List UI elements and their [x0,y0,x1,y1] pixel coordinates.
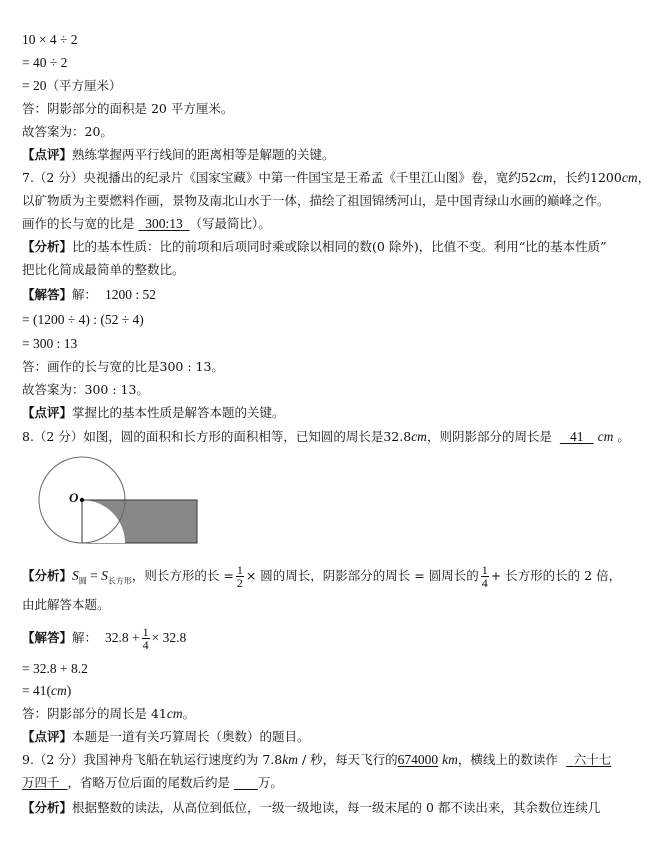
q7-comment-tag: 【点评】 [22,405,73,420]
q9-text-2c: 万。 [257,775,283,790]
comment-text: 熟练掌握两平行线间的距离相等是解题的关键。 [72,147,335,162]
q8-solution-3 [22,683,71,699]
q9-unit: km [282,752,298,767]
q8-solution-text: 解： [72,630,98,645]
q8-analysis-c: + 长方形的长的 2 倍， [490,568,622,583]
q8-unit-2: cm [597,429,614,444]
q8-answer-a: 答：阴影部分的周长是 41 [22,706,167,721]
q7-answer-blank [139,216,190,231]
q7-answer-line: 答：画作的长与宽的比是300 : 13。 [22,359,224,374]
q8-solution-1 [22,626,186,651]
q9-answer-a: 六十七 [573,752,612,767]
q8-solution-tag: 【解答】 [22,630,73,645]
q7-analysis-text: 比的基本性质：比的前项和后项同时乘或除以相同的数(0 除外)，比值不变。利用“比的基本性质” [72,239,607,254]
q8-analysis-1 [22,564,621,590]
frac1-den: 2 [236,576,243,590]
q8-comment [22,729,310,745]
q8-unit: cm [411,429,427,444]
q8-analysis-tag: 【分析】 [22,568,73,583]
q7-solution-1 [22,287,156,303]
q9-analysis-1 [22,800,600,816]
q8-text-c: 。 [617,429,630,444]
q9-unit-2: km [442,752,458,767]
q7-solution-2: = (1200 ÷ 4) : (52 ÷ 4) [22,312,144,327]
q7-comment [22,405,285,421]
q8-solution-3b: ) [66,683,72,698]
q8-answer: 41 [570,429,584,444]
comment-line [22,147,335,163]
q9-answer-blank-1 [566,752,611,767]
q8-answer-blank [560,429,594,444]
frac1-num: 1 [236,563,243,577]
q9-text-c: ，横线上的数读作 [457,752,558,767]
q7-analysis-tag: 【分析】 [22,239,73,254]
q7-final: 故答案为：300 : 13。 [22,382,149,397]
fraction-half [236,564,244,589]
q8-answer-unit: cm [166,706,183,721]
circle-rectangle-figure [38,462,203,550]
q8-solution-expr-b: × 32.8 [151,630,187,645]
q8-s2: S [101,568,108,583]
q8-analysis-b: × 圆的周长，阴影部分的周长 = 圆周长的 [245,568,479,583]
q7-text-3a: 画作的长与宽的比是 [22,216,135,231]
calc-line-2: = 40 ÷ 2 [22,55,68,70]
frac2-num: 1 [481,563,488,577]
q8-answer-b: 。 [182,706,196,721]
q7-analysis-1 [22,239,606,255]
q7-solution-3: = 300 : 13 [22,336,78,351]
q8-text-b: ，则阴影部分的周长是 [426,429,552,444]
q9-text-b: / 秒，每天飞行的 [297,752,398,767]
q9-text-a: 9.（2 分）我国神舟飞船在轨运行速度约为 7.8 [22,752,283,767]
q8-answer-line [22,706,195,722]
q8-line-1 [22,429,630,445]
q8-eq: = [86,568,102,583]
q9-number: 674000 [397,752,439,767]
q7-solution-tag: 【解答】 [22,287,73,302]
calc-unit: （平方厘米） [46,78,122,93]
q9-text-2b: ，省略万位后面的尾数后约是 [67,775,230,790]
q8-s1-sub: 圆 [78,576,87,586]
center-point [80,498,84,502]
q7-line-3 [22,216,271,232]
q8-solution-unit: cm [50,683,67,698]
calc-line-1: 10 × 4 ÷ 2 [22,32,78,47]
fraction-quarter-2 [142,626,150,651]
q8-comment-tag: 【点评】 [22,729,73,744]
q9-answer-blank-2 [234,775,258,790]
q8-text-a: 8.（2 分）如图，圆的面积和长方形的面积相等，已知圆的周长是32.8 [22,429,412,444]
q7-unit-2: cm [621,170,638,185]
final-answer-line: 故答案为：20。 [22,124,113,139]
q8-analysis-2: 由此解答本题。 [22,597,110,612]
q8-comment-text: 本题是一道有关巧算周长（奥数）的题目。 [72,729,310,744]
q7-answer: 300:13 [145,216,183,231]
fraction-quarter [481,564,489,589]
q7-solution-expr: 1200 : 52 [104,287,156,302]
q9-analysis-text: 根据整数的读法，从高位到低位，一级一级地读，每一级末尾的 0 都不读出来，其余数位连续几 [72,800,601,815]
answer-line: 答：阴影部分的面积是 20 平方厘米。 [22,101,234,116]
q7-line-2: 以矿物质为主要燃料作画，景物及南北山水于一体，描绘了祖国锦绣河山，是中国青绿山水画的巅峰之作。 [22,193,610,208]
frac2-den: 4 [481,576,488,590]
comment-tag: 【点评】 [22,147,73,162]
q7-text-3b: （写最简比）。 [189,216,271,231]
frac3-num: 1 [142,625,149,639]
center-label: O [69,490,79,505]
q9-analysis-tag: 【分析】 [22,800,73,815]
calc-result: = 20 [22,78,47,93]
q7-text-c: ， [637,170,650,185]
frac3-den: 4 [142,638,149,652]
q7-analysis-2: 把比化简成最简单的整数比。 [22,262,185,277]
q8-s2-sub: 长方形 [107,576,132,586]
q8-analysis-a: ，则长方形的长 = [131,568,234,583]
q8-solution-2: = 32.8 + 8.2 [22,661,88,676]
q7-text-b: ，长约1200 [552,170,622,185]
q8-s1: S [72,568,79,583]
calc-line-3 [22,78,122,94]
q7-solution-text: 解： [72,287,98,302]
q7-unit: cm [536,170,553,185]
q9-line-2 [22,775,283,791]
q7-line-1 [22,170,650,186]
q7-text-a: 7.（2 分）央视播出的纪录片《国家宝藏》中第一件国宝是王希孟《千里江山图》卷，宽约52 [22,170,537,185]
q8-solution-3a: = 41( [22,683,51,698]
q9-answer-b: 万四千 [22,775,60,790]
q9-line-1 [22,752,611,768]
q7-comment-text: 掌握比的基本性质是解答本题的关键。 [72,405,285,420]
q8-solution-expr-a: 32.8 + [104,630,140,645]
